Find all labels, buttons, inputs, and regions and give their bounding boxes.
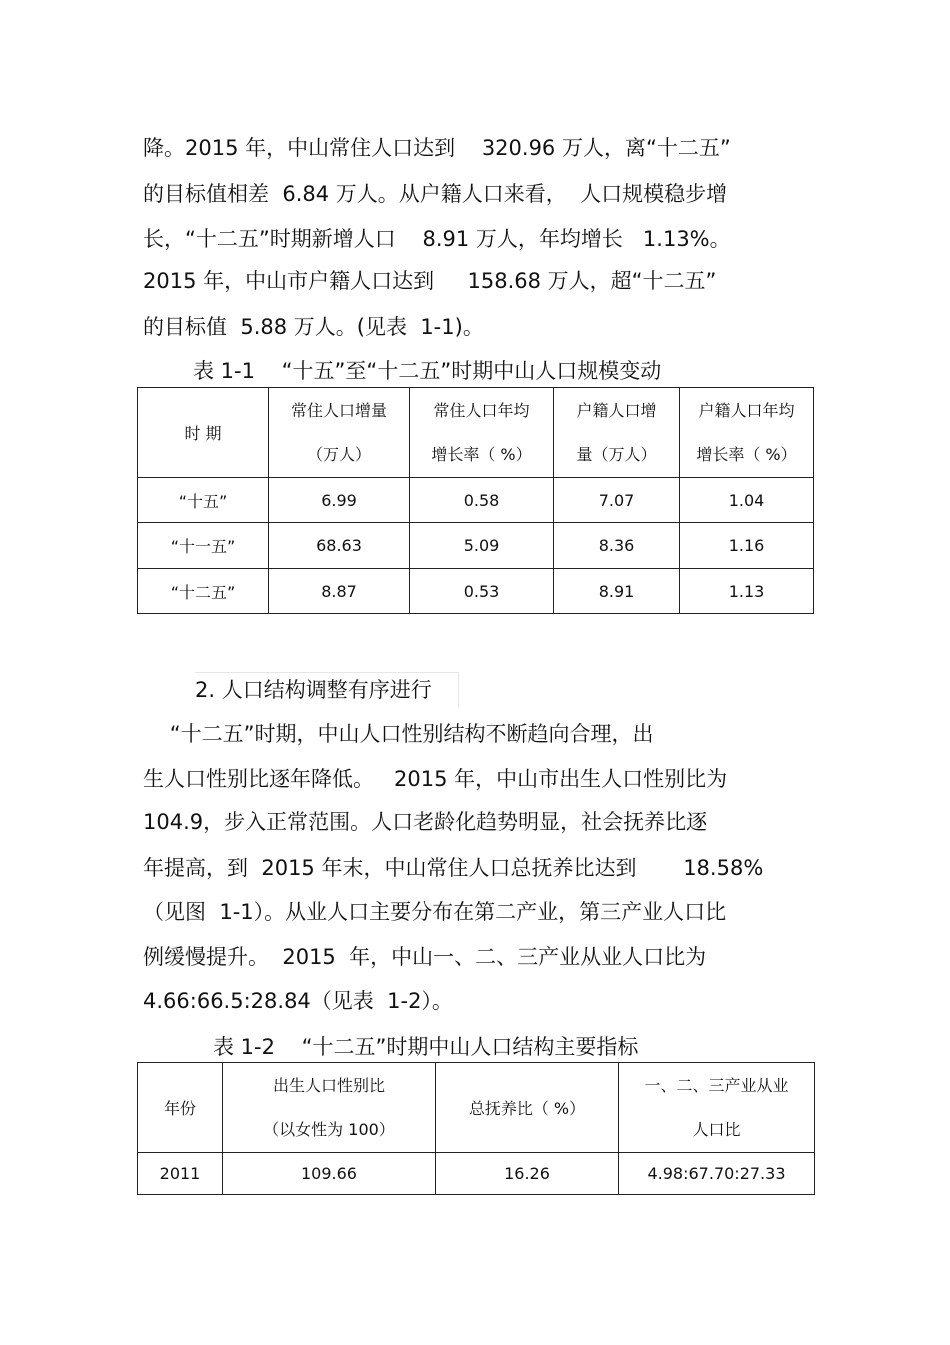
table-cell: 4.98:67.70:27.33: [619, 1153, 815, 1195]
table-2-caption: 表 1-2 “十二五”时期中山人口结构主要指标: [213, 1035, 639, 1059]
table-cell: 2011: [138, 1153, 223, 1195]
paragraph-line: 4.66:66.5:28.84（见表 1-2）。: [143, 989, 453, 1013]
header-cell-dependency-ratio: 总抚养比（ %）: [436, 1063, 619, 1153]
table-row: [138, 569, 814, 614]
table-1-caption: 表 1-1 “十五”至“十二五”时期中山人口规模变动: [193, 359, 662, 383]
header-cell-year: 年份: [138, 1063, 223, 1153]
table-cell: “十一五”: [138, 523, 269, 569]
table-cell: 8.91: [554, 569, 680, 614]
table-cell: “十二五”: [138, 569, 269, 614]
table-header-row: [138, 1063, 815, 1153]
table-cell: 109.66: [223, 1153, 436, 1195]
paragraph-line: 降。2015 年，中山常住人口达到 320.96 万人，离“十二五”: [143, 136, 731, 160]
table-cell: 1.04: [680, 478, 814, 523]
table-cell: 0.58: [410, 478, 554, 523]
header-cell-period: 时 期: [138, 388, 269, 478]
table-cell: 68.63: [269, 523, 410, 569]
table-cell: 16.26: [436, 1153, 619, 1195]
table-2: [137, 1062, 815, 1195]
header-cell-industry-ratio: 一、二、三产业从业 人口比: [619, 1063, 815, 1153]
table-cell: 8.36: [554, 523, 680, 569]
table-cell: 7.07: [554, 478, 680, 523]
paragraph-line: 2015 年，中山市户籍人口达到 158.68 万人，超“十二五”: [143, 269, 717, 293]
paragraph-line: 的目标值 5.88 万人。(见表 1-1)。: [143, 315, 484, 339]
section-heading: 2. 人口结构调整有序进行: [195, 672, 459, 707]
table-cell: 1.16: [680, 523, 814, 569]
paragraph-line: 长，“十二五”时期新增人口 8.91 万人，年均增长 1.13%。: [143, 227, 731, 251]
paragraph-line: 生人口性别比逐年降低。 2015 年，中山市出生人口性别比为: [143, 767, 728, 791]
table-cell: 5.09: [410, 523, 554, 569]
table-row: [138, 478, 814, 523]
table-cell: 8.87: [269, 569, 410, 614]
header-cell-registered-growth-rate: 户籍人口年均 增长率（ %）: [680, 388, 814, 478]
table-cell: 6.99: [269, 478, 410, 523]
paragraph-line: “十二五”时期，中山人口性别结构不断趋向合理，出: [143, 722, 654, 746]
header-cell-sex-ratio: 出生人口性别比 （以女性为 100）: [223, 1063, 436, 1153]
table-row: [138, 523, 814, 569]
header-cell-resident-growth-rate: 常住人口年均 增长率（ %）: [410, 388, 554, 478]
header-cell-resident-increase: 常住人口增量 （万人）: [269, 388, 410, 478]
paragraph-line: 例缓慢提升。 2015 年，中山一、二、三产业从业人口比为: [143, 945, 707, 969]
table-cell: 1.13: [680, 569, 814, 614]
table-1: [137, 387, 814, 614]
table-header-row: [138, 388, 814, 478]
paragraph-line: 的目标值相差 6.84 万人。从户籍人口来看， 人口规模稳步增: [143, 182, 728, 206]
paragraph-line: 年提高，到 2015 年末，中山常住人口总抚养比达到 18.58%: [143, 856, 764, 880]
header-cell-registered-increase: 户籍人口增 量（万人）: [554, 388, 680, 478]
table-cell: 0.53: [410, 569, 554, 614]
paragraph-line: （见图 1-1）。从业人口主要分布在第二产业，第三产业人口比: [143, 900, 727, 924]
table-cell: “十五”: [138, 478, 269, 523]
table-row: [138, 1153, 815, 1195]
paragraph-line: 104.9，步入正常范围。人口老龄化趋势明显，社会抚养比逐: [143, 810, 708, 834]
